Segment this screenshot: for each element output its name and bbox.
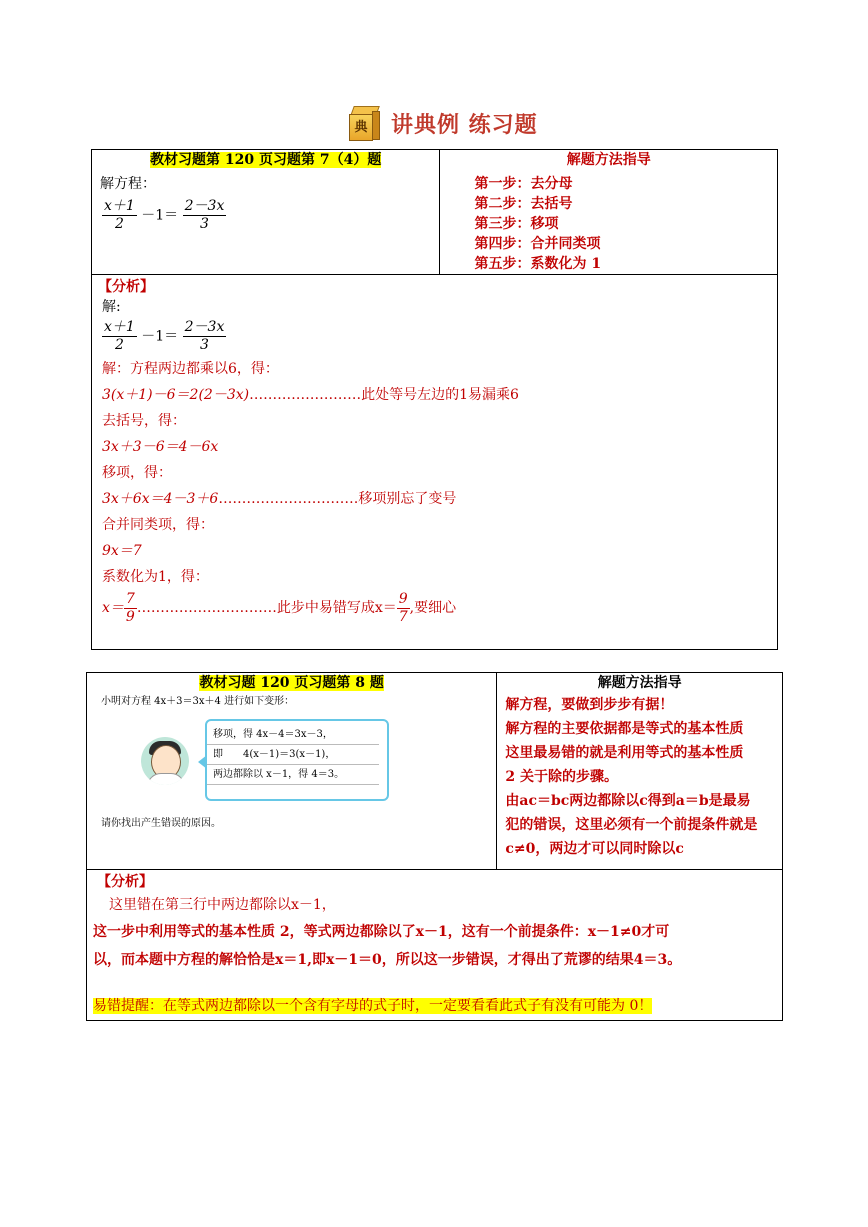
boy-avatar-icon (141, 737, 189, 785)
analysis-line: 这一步中利用等式的基本性质 2，等式两边都除以了x－1，这有一个前提条件：x－1≠0才可 (93, 924, 670, 940)
section-header (349, 103, 538, 143)
error-tip: 易错提醒：在等式两边都除以一个含有字母的式子时，一定要看看此式子有没有可能为 0！ (93, 998, 653, 1014)
book-icon: 典 (349, 106, 379, 140)
guide-line: 由ac＝bc两边都除以c得到a＝b是最易 (505, 793, 751, 809)
problem1-analysis-cell (92, 275, 778, 650)
analysis-line: 这里错在第三行中两边都除以x－1， (109, 897, 336, 913)
problem1-question-cell (92, 150, 440, 275)
problem1-table (91, 149, 778, 650)
solution-line: 去括号，得： (102, 413, 186, 429)
solution-line: 系数化为1，得： (102, 569, 209, 585)
solution-line: 3x＋6x＝4－3＋6…………………………移项别忘了变号 (102, 491, 457, 507)
guide-step: 第一步：去分母 (474, 176, 573, 192)
guide-step: 第五步：系数化为 1 (474, 256, 602, 272)
guide-line: 解方程的主要依据都是等式的基本性质 (505, 721, 744, 737)
guide-step: 第三步：移项 (474, 216, 559, 232)
problem2-analysis-cell (87, 870, 783, 1021)
solution-line: 移项，得： (102, 465, 172, 481)
analysis-line: 以，而本题中方程的解恰恰是x＝1,即x－1＝0，所以这一步错误，才得出了荒谬的结果4＝3。 (93, 952, 682, 968)
problem2-illustration (87, 693, 496, 833)
problem1-title: 教材习题第 120 页习题第 7（4）题 (150, 152, 382, 168)
guide-line: c≠0，两边才可以同时除以c (505, 841, 684, 857)
solution-line: 9x＝7 (102, 543, 142, 559)
problem2-question: 请你找出产生错误的原因。 (101, 818, 221, 829)
problem2-guide-title: 解题方法指导 (597, 675, 682, 691)
problem2-intro: 小明对方程 4x＋3＝3x＋4 进行如下变形： (101, 696, 295, 707)
analysis-label: 【分析】 (98, 279, 154, 295)
guide-line: 2 关于除的步骤。 (505, 769, 618, 785)
problem1-guide-cell (440, 150, 778, 275)
guide-line: 犯的错误，这里必须有一个前提条件就是 (505, 817, 758, 833)
guide-line: 这里最易错的就是利用等式的基本性质 (505, 745, 744, 761)
problem2-title: 教材习题 120 页习题第 8 题 (199, 675, 384, 691)
guide-line: 解方程，要做到步步有据！ (505, 697, 674, 713)
problem1-prompt: 解方程： (100, 176, 156, 192)
solution-label: 解: (102, 299, 121, 315)
analysis-label: 【分析】 (97, 874, 153, 890)
guide-step: 第二步：去括号 (474, 196, 573, 212)
solution-equation: $\frac{x+1}{2}$ －1＝ $\frac{2-3x}{3}$ (104, 319, 225, 353)
section-title: 讲典例 练习题 (391, 111, 538, 138)
problem2-guide-cell (497, 673, 783, 870)
problem2-table (86, 672, 783, 1021)
solution-line: 合并同类项，得： (102, 517, 214, 533)
solution-line: 3(x＋1)－6＝2(2－3x)……………………此处等号左边的1易漏乘6 (102, 387, 519, 403)
solution-line: 解：方程两边都乘以6，得： (102, 361, 279, 377)
speech-bubble: 移项，得 4x－4＝3x－3， 即 4(x－1)＝3(x－1)， 两边都除以 x－1，得 4＝3。 (205, 719, 389, 801)
problem1-guide-title: 解题方法指导 (566, 152, 651, 168)
solution-line: x＝ $\frac{7}{9}$ …………………………此步中易错写成x＝ $\frac{9}{7}$ ,要细心 (102, 590, 457, 625)
problem2-question-cell (87, 673, 497, 870)
problem1-equation: $\frac{x+1}{2}$ －1＝ $\frac{2-3x}{3}$ (104, 198, 225, 232)
guide-step: 第四步：合并同类项 (474, 236, 601, 252)
solution-line: 3x＋3－6＝4－6x (102, 439, 219, 455)
